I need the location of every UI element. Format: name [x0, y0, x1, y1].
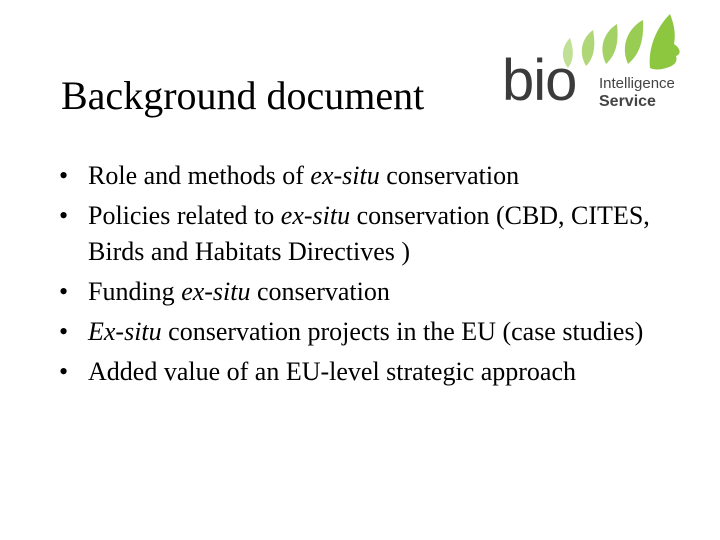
bullet-text: conservation: [250, 277, 390, 306]
bio-intelligence-logo: [498, 8, 708, 118]
bullet-marker: •: [59, 317, 69, 346]
logo-wordmark: bio: [502, 48, 577, 113]
slide-title: Background document: [61, 73, 425, 118]
bullet-italic: ex-situ: [280, 201, 351, 230]
bullet-italic: ex-situ: [181, 277, 251, 306]
bullet-text: conservation projects in the EU (case studies): [161, 317, 644, 346]
bullet-marker: •: [59, 201, 69, 230]
bullet-text: Added value of an EU-level strategic approach: [88, 357, 577, 386]
bullet-item: [58, 158, 678, 194]
bullet-item: [58, 354, 678, 390]
bullet-text: Role and methods of: [88, 161, 311, 190]
bullet-text: conservation: [379, 161, 520, 190]
bullet-text: Funding: [88, 277, 182, 306]
bullet-marker: •: [59, 357, 69, 386]
bullet-italic: Ex-situ: [88, 317, 162, 346]
bullet-italic: ex-situ: [310, 161, 380, 190]
bullet-marker: •: [59, 277, 69, 306]
bullet-marker: •: [59, 161, 69, 190]
logo-text-intelligence: Intelligence: [599, 75, 675, 92]
bullet-list: [58, 158, 678, 394]
bullet-text: Policies related to: [88, 201, 281, 230]
logo-text-service: Service: [599, 93, 656, 110]
bullet-item: [58, 198, 678, 270]
bullet-text: conservation (CBD, CITES, Birds and Habitats Directives ): [88, 201, 650, 266]
bullet-item: [58, 314, 678, 350]
bullet-item: [58, 274, 678, 310]
